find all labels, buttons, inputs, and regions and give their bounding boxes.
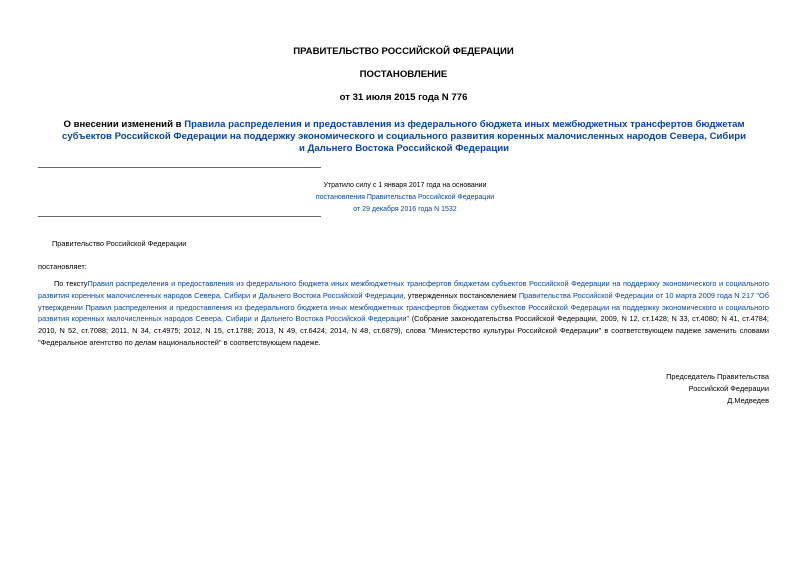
paragraph-start: По тексту	[54, 279, 88, 288]
status-note-text: Утратило силу с 1 января 2017 года на основании	[323, 182, 487, 189]
status-note-link-decree[interactable]: постановления Правительства Российской Федерации	[315, 194, 495, 201]
decree-link[interactable]: Правительства Российской Федерации от 10 марта 2009 года N 217 "Об утверждении Правил распределения и предоставления из федерального бюджета иных межбюджетных трансфертов бюджетам субъектов Российской Федерации на поддержку экономического и социального развития коренных малочисленных народов Севера, Сибири и Дальнего Востока Российской Федерации"	[38, 290, 770, 324]
document-date-number: от 31 июля 2015 года N 776	[339, 92, 468, 103]
body-paragraph	[38, 278, 769, 349]
title-rules-link[interactable]: Правила распределения и предоставления из федерального бюджета иных межбюджетных трансфертов бюджетам субъектов Российской Федерации на поддержку экономического и социального развития коренных малочисленных народов Севера, Сибири и Дальнего Востока Российской Федерации	[62, 119, 746, 154]
status-note	[290, 180, 520, 216]
signature-name: Д.Медведев	[727, 395, 769, 405]
body-government: Правительство Российской Федерации	[52, 239, 187, 248]
divider-top	[38, 167, 321, 168]
paragraph-end: (Собрание законодательства Российской Федерации, 2009, N 12, ст.1428; N 33, ст.4080; N 41, ст.4784; 2010, N 52, ст.7088; 2011, N 34, ст.4975; 2012, N 15, ст.1788; 2013, N 49, ст.6424; 2014, N 48, ст.6879), слова "Министерство культуры Российской Федерации" в соответствующем падеже заменить словами "Федеральное агентство по делам национальностей" в соответствующем падеже.	[38, 314, 769, 347]
body-decrees: постановляет:	[38, 262, 87, 271]
divider-bottom	[38, 216, 321, 217]
signature-country: Российской Федерации	[688, 383, 769, 393]
status-note-link-date[interactable]: от 29 декабря 2016 года N 1532	[353, 206, 457, 213]
government-header: ПРАВИТЕЛЬСТВО РОССИЙСКОЙ ФЕДЕРАЦИИ	[293, 46, 514, 57]
title-prefix: О внесении изменений в	[63, 119, 185, 130]
rules-link[interactable]: Правил распределения и предоставления из федерального бюджета иных межбюджетных трансфертов бюджетам субъектов Российской Федерации на поддержку экономического и социального развития коренных малочисленных народов Севера, Сибири и Дальнего Востока Российской Федерации	[38, 279, 769, 300]
signature-position: Председатель Правительства	[666, 372, 769, 381]
paragraph-mid: , утвержденных постановлением	[403, 290, 519, 300]
signature-block	[666, 371, 769, 406]
document-title	[62, 119, 746, 155]
document-type: ПОСТАНОВЛЕНИЕ	[359, 69, 448, 80]
